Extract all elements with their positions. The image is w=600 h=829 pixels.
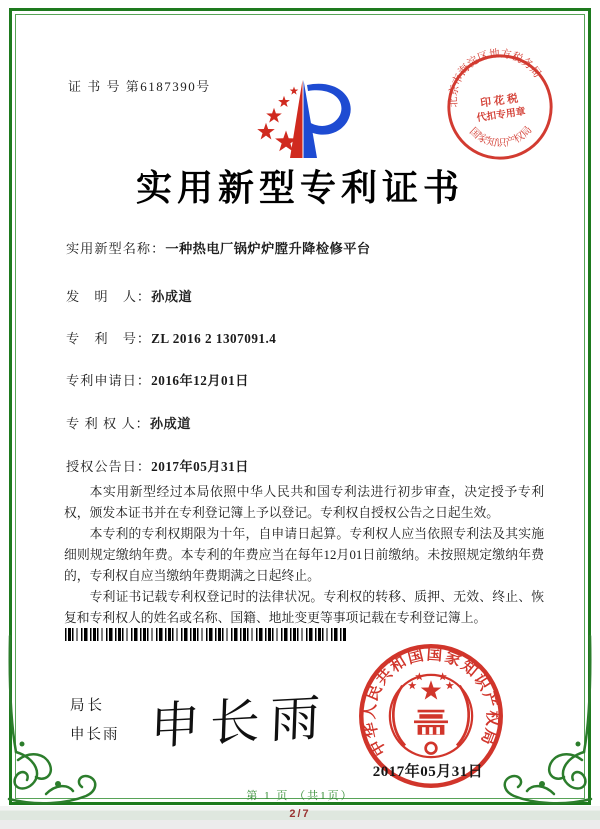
barcode: [65, 628, 347, 641]
tax-seal-center-line2: 代扣专用章: [476, 106, 527, 125]
field-label: 专 利 号：: [66, 331, 152, 346]
legal-text-block: [64, 482, 544, 629]
page-number-info: 第 1 页 （共1页）: [246, 790, 354, 802]
director-title: 局长: [70, 698, 105, 714]
director-name: 申长雨: [70, 727, 120, 743]
field-label: 授权公告日：: [66, 459, 152, 474]
field-label: 实用新型名称：: [66, 241, 166, 256]
field-grant-announcement-date: [66, 456, 542, 475]
field-patent-number: [66, 328, 542, 347]
corner-flourish-right: [494, 634, 594, 809]
field-patentee: [66, 413, 542, 432]
field-label: 专利申请日：: [66, 373, 152, 388]
legal-paragraph: 专利证书记载专利权登记时的法律状况。专利权的转移、质押、无效、终止、恢复和专利权人的姓名或名称、国籍、地址变更等事项记载在专利登记簿上。: [64, 590, 544, 625]
director-autograph: 申长雨: [149, 689, 331, 755]
sipo-logo: [243, 78, 363, 163]
field-value: ZL 2016 2 1307091.4: [151, 331, 277, 346]
field-value: 2016年12月01日: [151, 373, 249, 388]
tax-seal-center-line1: 印 花 税: [479, 92, 519, 110]
tax-seal-ring-bottom-text: 国家知识产权局: [467, 124, 535, 150]
field-value: 2017年05月31日: [151, 459, 249, 474]
certificate-title: 实用新型专利证书: [135, 168, 464, 208]
office-seal-ring-text: 中华人民共和国国家知识产权局: [361, 646, 501, 759]
field-value: 孙成道: [151, 289, 193, 304]
legal-paragraph: 本专利的专利权期限为十年，自申请日起算。专利权人应当依照专利法及其实施细则规定缴纳年费。本专利的年费应当在每年12月01日前缴纳。未按照规定缴纳年费的，专利权自应当缴纳年费期满之日起终止。: [64, 527, 544, 583]
field-application-date: [66, 370, 542, 389]
viewer-page-indicator: 2/7: [289, 808, 311, 820]
field-label: 发 明 人：: [66, 289, 152, 304]
field-value: 一种热电厂锅炉炉膛升降检修平台: [165, 241, 371, 256]
corner-flourish-left: [6, 634, 106, 809]
certificate-number: 证 书 号 第6187390号: [68, 79, 211, 94]
field-utility-model-name: [66, 238, 542, 257]
stamp-tax-seal: [433, 40, 566, 173]
field-inventor: [66, 286, 542, 305]
seal-date: 2017年05月31日: [372, 764, 484, 780]
field-value: 孙成道: [149, 416, 191, 431]
tax-seal-ring-top-text: 北京市海淀区地方税务局: [447, 47, 544, 108]
legal-paragraph: 本实用新型经过本局依照中华人民共和国专利法进行初步审查，决定授予专利权，颁发本证书并在专利登记簿上予以登记。专利权自授权公告之日起生效。: [64, 485, 544, 520]
field-label: 专 利 权 人：: [66, 416, 150, 431]
